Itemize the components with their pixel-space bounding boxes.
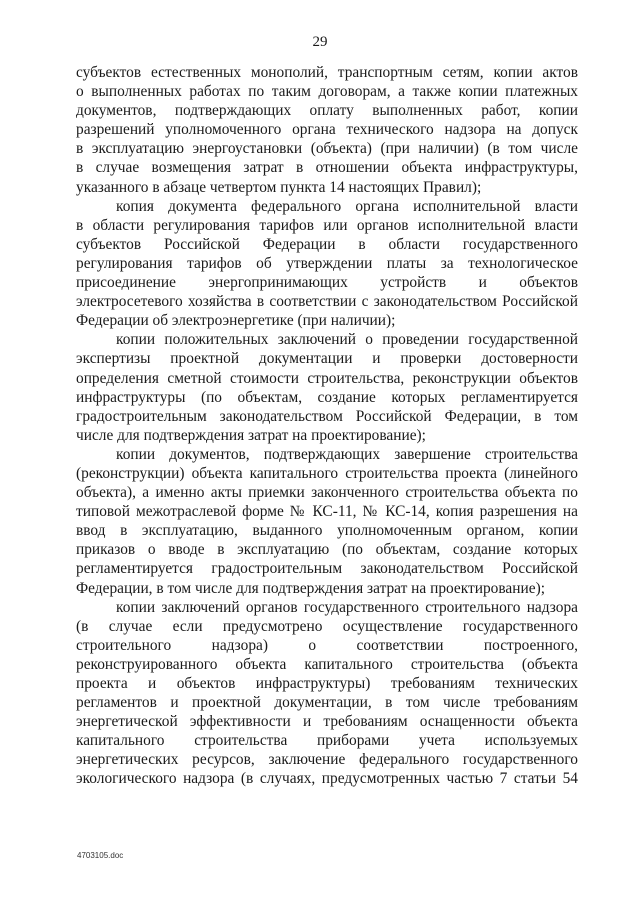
paragraph (76, 63, 578, 197)
text-line: регламентируется градостроительным законодательством Российской (76, 560, 578, 578)
text-line: капитального строительства приборами учета используемых (76, 732, 578, 750)
text-line: проекта и объектов инфраструктуры) требованиям технических (76, 675, 578, 692)
text-line: электросетевого хозяйства в соответствии с законодательством Российской (76, 293, 578, 311)
paragraph (76, 197, 578, 331)
text-line: инфраструктуры (по объектам, создание которых регламентируется (76, 388, 578, 406)
text-line: объекта), а именно акты приемки законченного строительства объекта по (76, 484, 578, 502)
text-line: присоединение энергопринимающих устройств и объектов (76, 274, 578, 292)
text-line: (в случае если предусмотрено осуществление государственного (76, 617, 578, 635)
text-line: копия документа федерального органа исполнительной власти (116, 197, 578, 215)
text-line: копии положительных заключений о проведении государственной (116, 331, 578, 349)
text-line: реконструированного объекта капитального строительства (объекта (76, 655, 578, 673)
paragraph (76, 330, 578, 445)
text-line: в случае возмещения затрат в отношении объекта инфраструктуры, (76, 159, 578, 177)
text-line: определения сметной стоимости строительства, реконструкции объектов (76, 369, 578, 387)
text-line: Федерации об электроэнергетике (при наличии); (76, 312, 396, 330)
text-line: указанного в абзаце четвертом пункта 14 настоящих Правил); (76, 178, 482, 196)
text-line: строительного надзора) о соответствии построенного, (76, 636, 578, 654)
text-line: типовой межотраслевой форме № КС-11, № КС-14, копия разрешения на (76, 503, 578, 521)
text-line: Федерации, в том числе для подтверждения затрат на проектирование); (76, 579, 545, 597)
text-line: экспертизы проектной документации и проверки достоверности (76, 350, 578, 368)
text-line: субъектов естественных монополий, транспортным сетям, копии актов (76, 64, 578, 81)
paragraph (76, 445, 578, 598)
text-line: энергетической эффективности и требованиям оснащенности объекта (76, 713, 578, 731)
page-number: 29 (312, 34, 328, 50)
text-line: градостроительным законодательством Российской Федерации, в том (76, 407, 578, 425)
text-line: (реконструкции) объекта капитального строительства проекта (линейного (76, 464, 578, 482)
text-line: регламентов и проектной документации, в том числе требованиям (76, 694, 578, 712)
document-filename: 4703105.doc (77, 851, 124, 860)
text-line: экологического надзора (в случаях, предусмотренных частью 7 статьи 54 (76, 770, 578, 788)
text-line: числе для подтверждения затрат на проектирование); (76, 426, 426, 444)
text-line: регулирования тарифов об утверждении платы за технологическое (76, 254, 578, 272)
text-line: копии документов, подтверждающих завершение строительства (116, 445, 578, 463)
text-line: ввод в эксплуатацию, выданного уполномоченным органом, копии (76, 522, 578, 540)
text-line: в эксплуатацию энергоустановки (объекта) (при наличии) (в том числе (76, 140, 578, 158)
text-line: энергетических ресурсов, заключение федерального государственного (76, 751, 578, 769)
paragraph (76, 598, 578, 789)
text-line: субъектов Российской Федерации в области государственного (76, 235, 578, 253)
text-line: в области регулирования тарифов или органов исполнительной власти (76, 216, 578, 234)
text-line: приказов о вводе в эксплуатацию (по объектам, создание которых (76, 541, 578, 559)
text-line: документов, подтверждающих оплату выполненных работ, копии (76, 102, 578, 120)
document-body (76, 63, 578, 789)
text-line: разрешений уполномоченного органа технического надзора на допуск (76, 121, 578, 139)
text-line: о выполненных работах по таким договорам, а также копии платежных (76, 83, 578, 101)
text-line: копии заключений органов государственного строительного надзора (116, 598, 578, 616)
